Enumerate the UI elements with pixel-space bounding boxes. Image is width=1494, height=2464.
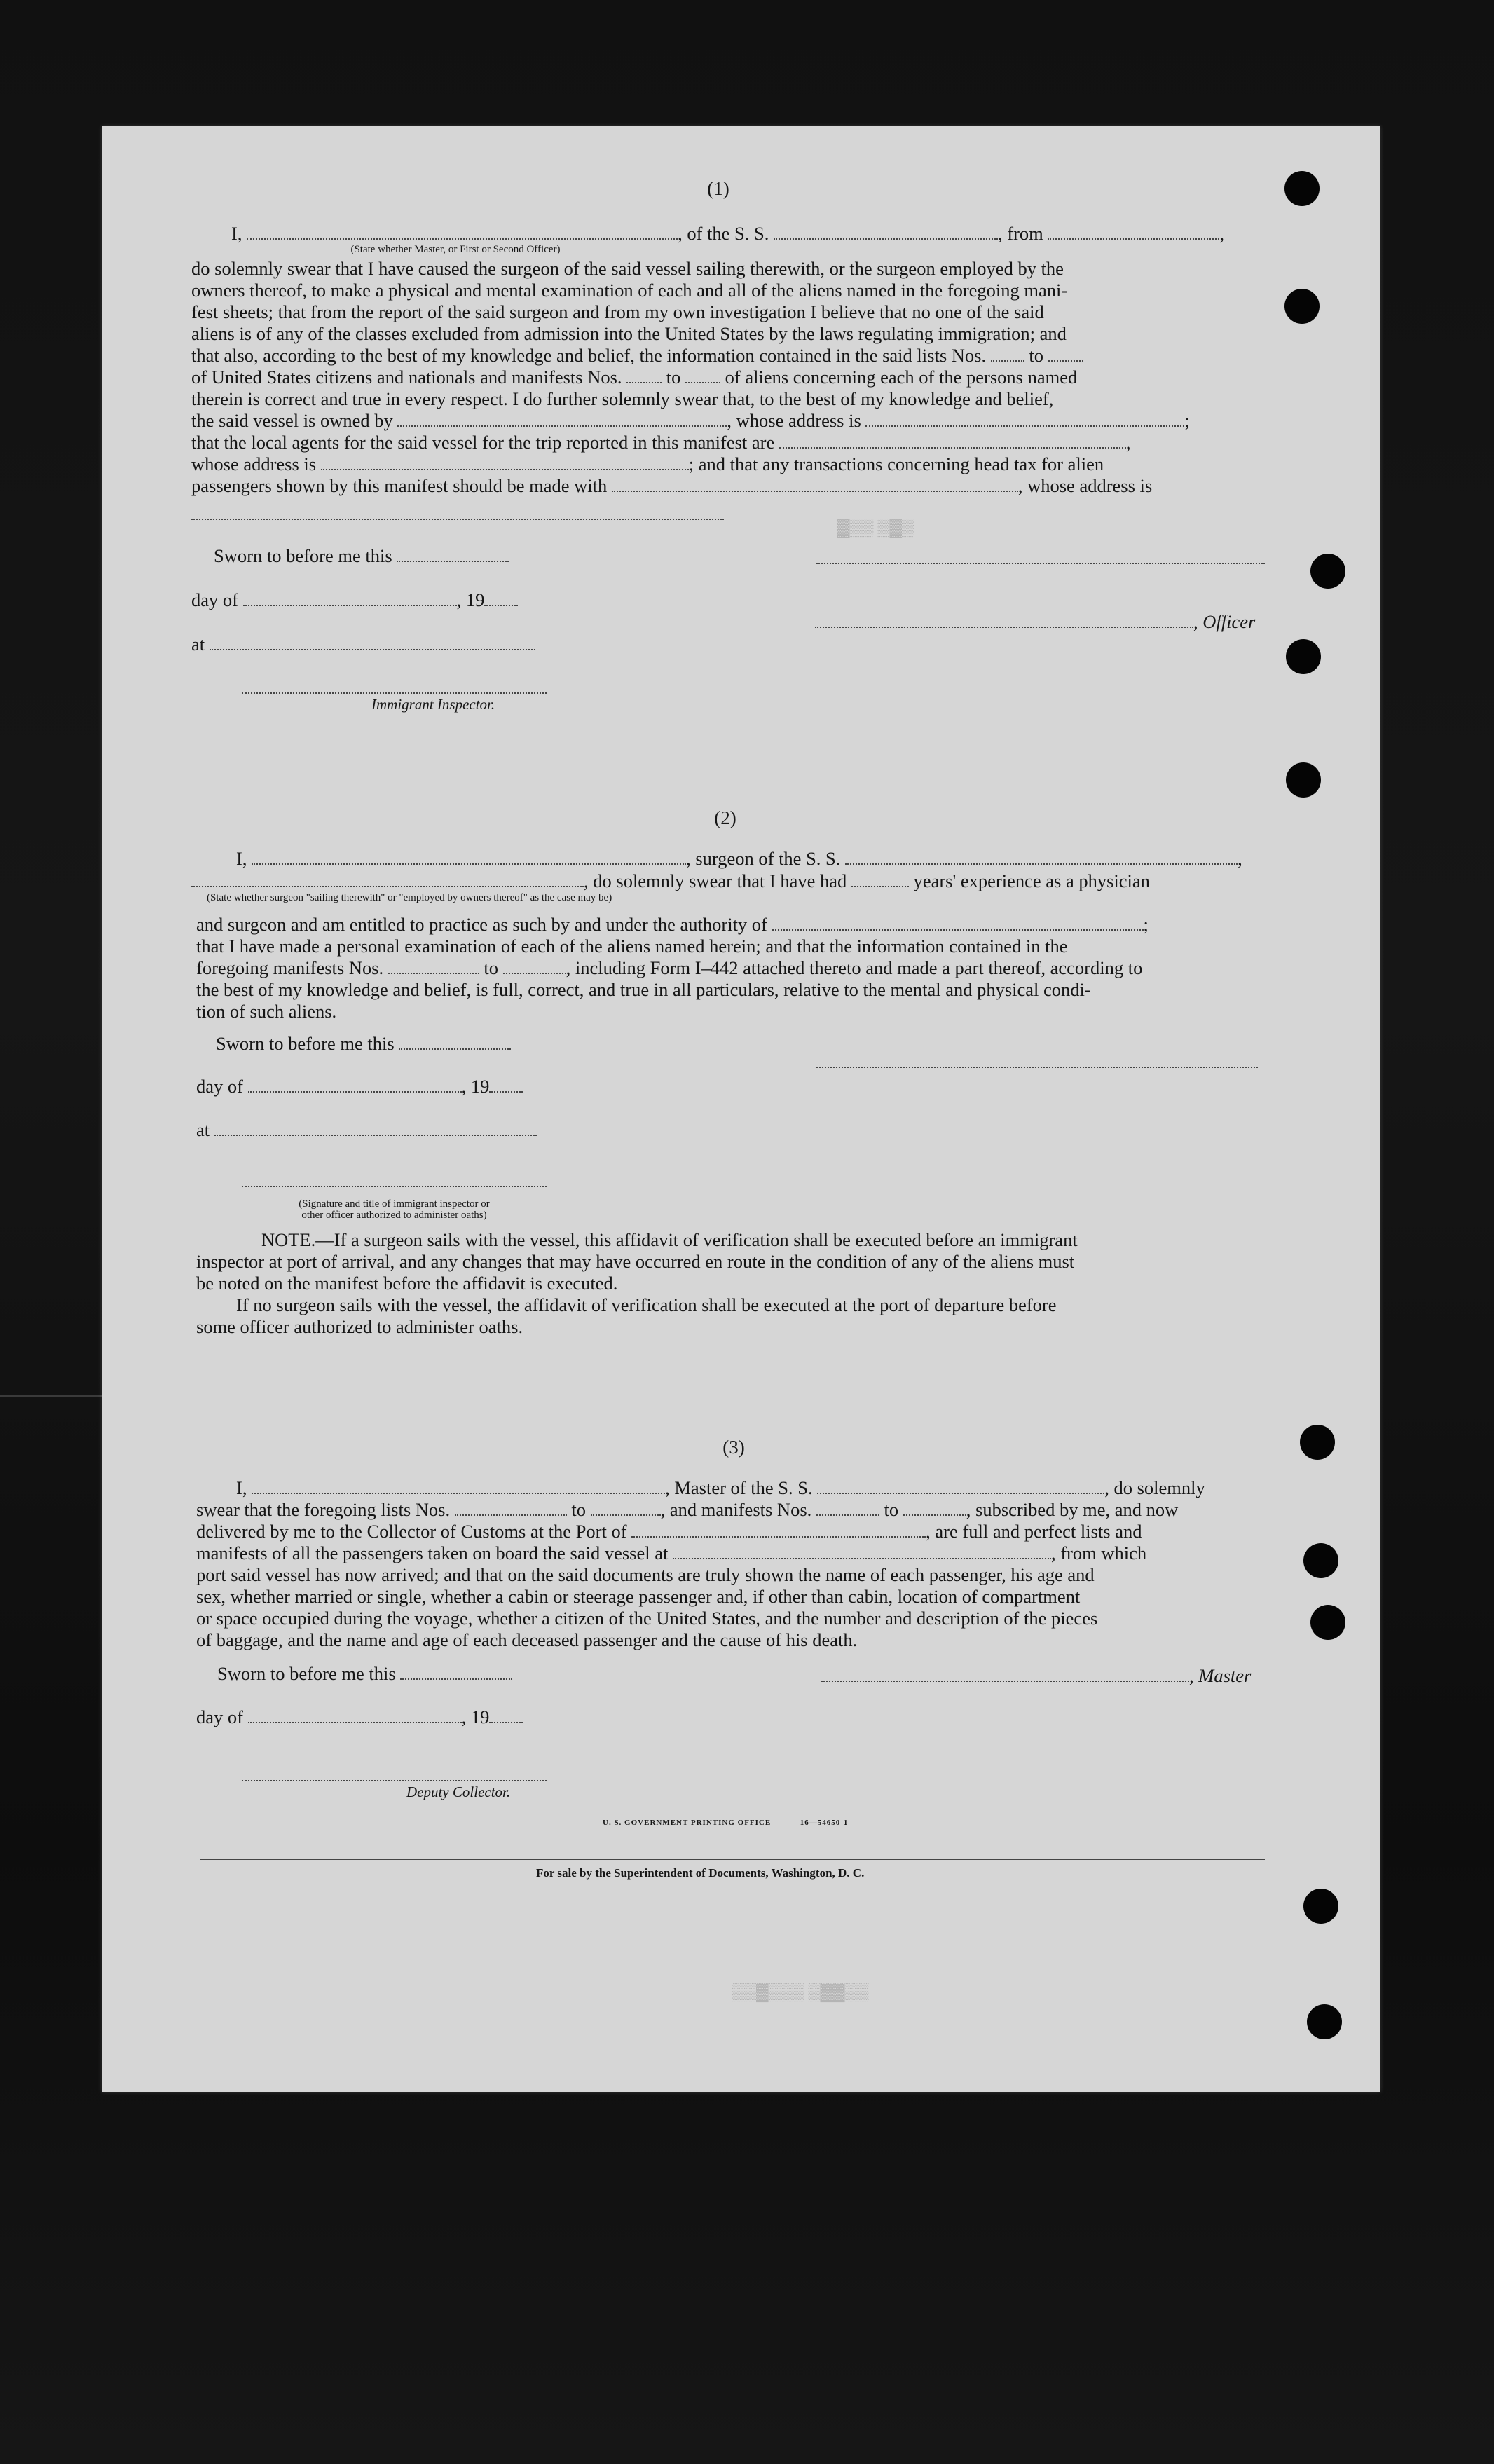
s2-note-1: NOTE.—If a surgeon sails with the vessel, this affidavit of verification shall be executed before an immigrant — [261, 1229, 1078, 1250]
s2-line-5: foregoing manifests Nos. to , including Form I–442 attached thereto and made a part thereof, according to — [196, 957, 1143, 978]
s3-collector-signature-line — [242, 1780, 547, 1781]
punch-hole — [1307, 2004, 1342, 2039]
s2-note-5: some officer authorized to administer oaths. — [196, 1316, 523, 1337]
s3-line-2: swear that the foregoing lists Nos. to , and manifests Nos. to , subscribed by me, and now — [196, 1499, 1179, 1520]
s1-line-5: aliens is of any of the classes excluded from admission into the United States by the laws regulating immigration; and — [191, 323, 1067, 344]
s2-sig-caption-1: (Signature and title of immigrant inspector or — [299, 1198, 490, 1210]
s1-line-9: the said vessel is owned by , whose address is ; — [191, 410, 1190, 431]
s1-continuation-rule — [191, 519, 724, 520]
sale-notice: For sale by the Superintendent of Documents, Washington, D. C. — [536, 1866, 865, 1880]
s2-inspector-signature-line — [242, 1186, 547, 1187]
s1-day-of: day of , 19 — [191, 589, 518, 611]
s1-master-signature-line — [816, 563, 1265, 564]
s3-line-3: delivered by me to the Collector of Customs at the Port of , are full and perfect lists and — [196, 1521, 1142, 1542]
punch-hole — [1300, 1425, 1335, 1460]
s1-line-3: owners thereof, to make a physical and mental examination of each and all of the aliens named in the foregoing mani- — [191, 280, 1068, 301]
s2-surgeon-signature-line — [816, 1067, 1258, 1068]
s1-line-12: passengers shown by this manifest should be made with , whose address is — [191, 475, 1153, 496]
s3-master-line: , Master — [821, 1665, 1251, 1687]
s2-day-of: day of , 19 — [196, 1076, 523, 1097]
s2-line-6: the best of my knowledge and belief, is full, correct, and true in all particulars, relative to the mental and physical condi- — [196, 979, 1091, 1000]
s2-note-4: If no surgeon sails with the vessel, the affidavit of verification shall be executed at the port of departure before — [236, 1294, 1057, 1315]
punch-hole — [1303, 1543, 1338, 1578]
s3-line-4: manifests of all the passengers taken on board the said vessel at , from which — [196, 1542, 1147, 1563]
s1-officer-line: , Officer — [815, 611, 1255, 633]
footer-rule — [200, 1859, 1265, 1860]
s3-line-8: of baggage, and the name and age of each deceased passenger and the cause of his death. — [196, 1629, 858, 1650]
s1-sworn: Sworn to before me this — [214, 545, 509, 567]
section-1-number: (1) — [707, 178, 729, 199]
form-page — [102, 126, 1380, 2092]
s3-line-7: or space occupied during the voyage, whether a citizen of the United States, and the number and description of the pieces — [196, 1608, 1098, 1629]
section-3-number: (3) — [722, 1437, 745, 1458]
s1-line-4: fest sheets; that from the report of the said surgeon and from my own investigation I believe that no one of the said — [191, 301, 1044, 322]
s2-line-1: I, , surgeon of the S. S. , — [236, 848, 1242, 869]
s2-note-3: be noted on the manifest before the affidavit is executed. — [196, 1273, 618, 1294]
punch-hole — [1286, 639, 1321, 674]
punch-hole — [1284, 289, 1320, 324]
reverse-bleed-mark: ▒▒▓▒▒▒ ▒▓▓▒▒ — [732, 1983, 869, 2001]
s1-line-6: that also, according to the best of my knowledge and belief, the information contained in the said lists Nos. to — [191, 345, 1083, 367]
s3-line-5: port said vessel has now arrived; and that on the said documents are truly shown the name of each passenger, his age and — [196, 1564, 1095, 1585]
s1-at: at — [191, 634, 535, 655]
s1-line-8: therein is correct and true in every respect. I do further solemnly swear that, to the best of my knowledge and belief, — [191, 388, 1054, 409]
s1-inspector-signature-line — [242, 692, 547, 694]
s2-line-4: that I have made a personal examination of each of the aliens named herein; and that the information contained in the — [196, 936, 1068, 957]
punch-hole — [1284, 171, 1320, 206]
s2-line-7: tion of such aliens. — [196, 1001, 337, 1022]
s2-sworn: Sworn to before me this — [216, 1033, 511, 1055]
s1-line-2: do solemnly swear that I have caused the surgeon of the said vessel sailing therewith, or the surgeon employed by the — [191, 258, 1064, 279]
s2-at: at — [196, 1119, 537, 1141]
s1-officer-caption: (State whether Master, or First or Second Officer) — [350, 244, 561, 255]
punch-hole — [1310, 554, 1345, 589]
s3-line-6: sex, whether married or single, whether a cabin or steerage passenger and, if other than cabin, location of compartment — [196, 1586, 1081, 1607]
film-edge-mark — [0, 1395, 105, 1397]
s2-line-2: , do solemnly swear that I have had years' experience as a physician — [191, 870, 1150, 892]
punch-hole — [1286, 762, 1321, 798]
reverse-bleed-mark: ▓▒▒ ▒▓▒ — [837, 519, 914, 537]
s1-inspector-caption: Immigrant Inspector. — [371, 696, 495, 713]
s2-sig-caption-2: other officer authorized to administer oaths) — [301, 1210, 487, 1221]
s1-line-7: of United States citizens and nationals and manifests Nos. to of aliens concerning each of the persons named — [191, 367, 1078, 388]
s3-day-of: day of , 19 — [196, 1706, 523, 1728]
s2-note-2: inspector at port of arrival, and any changes that may have occurred en route in the condition of any of the aliens must — [196, 1251, 1075, 1272]
s2-surgeon-caption: (State whether surgeon "sailing therewith" or "employed by owners thereof" as the case may be) — [207, 892, 612, 903]
section-2-number: (2) — [714, 807, 736, 828]
s2-line-3: and surgeon and am entitled to practice as such by and under the authority of ; — [196, 914, 1149, 935]
punch-hole — [1303, 1889, 1338, 1924]
s3-collector-caption: Deputy Collector. — [406, 1784, 511, 1800]
s1-line-1: I, , of the S. S. , from , — [231, 223, 1225, 244]
printing-office-imprint: U. S. GOVERNMENT PRINTING OFFICE 16—54650-1 — [603, 1819, 849, 1827]
s3-sworn: Sworn to before me this — [217, 1663, 512, 1685]
s1-line-11: whose address is ; and that any transactions concerning head tax for alien — [191, 453, 1104, 474]
s3-line-1: I, , Master of the S. S. , do solemnly — [236, 1477, 1205, 1498]
s1-line-10: that the local agents for the said vessel for the trip reported in this manifest are , — [191, 432, 1131, 453]
punch-hole — [1310, 1605, 1345, 1640]
